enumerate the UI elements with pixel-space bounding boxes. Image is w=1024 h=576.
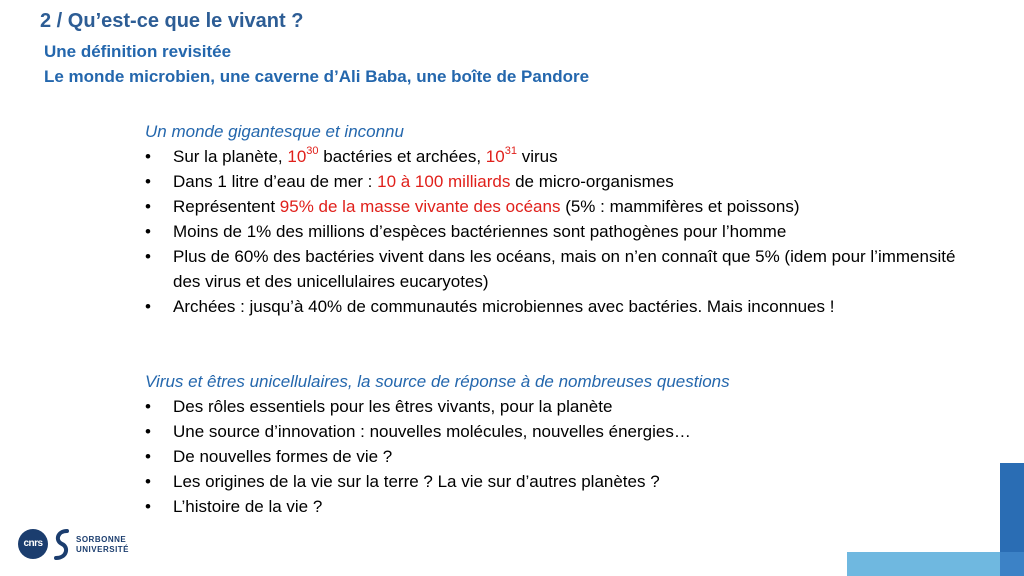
item-text: Plus de 60% des bactéries vivent dans les océans, mais on n’en connaît que 5% (idem pour l’immensité des virus et des unicellulaires eucaryotes) — [173, 247, 956, 291]
item-text: Une source d’innovation : nouvelles molécules, nouvelles énergies… — [173, 422, 691, 441]
highlight-value — [287, 147, 318, 166]
list-item — [145, 419, 985, 444]
cnrs-logo: cnrs — [18, 529, 48, 559]
list-item — [145, 469, 985, 494]
slide-subtitle-definition: Une définition revisitée — [44, 42, 232, 61]
bullet-list — [145, 394, 985, 519]
bullet-icon: • — [145, 147, 151, 166]
item-text: Dans 1 litre d’eau de mer : — [173, 172, 378, 191]
power-exponent: 31 — [504, 145, 517, 158]
power-exponent: 30 — [306, 145, 319, 158]
list-item — [145, 244, 985, 294]
item-text: L’histoire de la vie ? — [173, 497, 323, 516]
list-item — [145, 394, 985, 419]
section-title: Virus et êtres unicellulaires, la source de réponse à de nombreuses questions — [145, 372, 730, 391]
list-item — [145, 194, 985, 219]
item-text: Archées : jusqu’à 40% de communautés microbiennes avec bactéries. Mais inconnues ! — [173, 297, 835, 316]
highlight-value: 95% de la masse vivante des océans — [279, 197, 561, 216]
slide-title: 2 / Qu’est-ce que le vivant ? — [40, 10, 304, 32]
highlight-value — [486, 147, 517, 166]
section-giant-world — [145, 120, 985, 319]
decorative-corner — [1000, 552, 1024, 576]
list-item — [145, 169, 985, 194]
bullet-icon: • — [145, 472, 151, 491]
sorbonne-emblem-icon — [51, 527, 73, 563]
bullet-icon: • — [145, 222, 151, 241]
sorbonne-line: SORBONNE — [76, 535, 127, 544]
sorbonne-logo-text — [76, 535, 129, 555]
item-text: Les origines de la vie sur la terre ? La vie sur d’autres planètes ? — [173, 472, 660, 491]
slide-subtitle-microbial-world: Le monde microbien, une caverne d’Ali Baba, une boîte de Pandore — [44, 67, 590, 86]
bullet-icon: • — [145, 497, 151, 516]
list-item — [145, 219, 985, 244]
universite-line: UNIVERSITÉ — [76, 545, 130, 554]
decorative-band — [847, 552, 1000, 576]
item-text: Des rôles essentiels pour les êtres vivants, pour la planète — [173, 397, 613, 416]
power-base: 10 — [287, 147, 307, 166]
list-item — [145, 144, 985, 169]
list-item — [145, 494, 985, 519]
bullet-icon: • — [145, 422, 151, 441]
list-item — [145, 294, 985, 319]
power-base: 10 — [485, 147, 505, 166]
item-text: Moins de 1% des millions d’espèces bactériennes sont pathogènes pour l’homme — [173, 222, 787, 241]
highlight-value: 10 à 100 milliards — [377, 172, 511, 191]
item-text: virus — [516, 147, 558, 166]
item-text: de micro-organismes — [510, 172, 674, 191]
item-text: Représentent — [173, 197, 280, 216]
bullet-icon: • — [145, 297, 151, 316]
item-text: De nouvelles formes de vie ? — [173, 447, 393, 466]
section-title: Un monde gigantesque et inconnu — [145, 122, 404, 141]
section-unicellular-questions — [145, 370, 985, 519]
list-item — [145, 444, 985, 469]
item-text: Sur la planète, — [173, 147, 288, 166]
bullet-icon: • — [145, 197, 151, 216]
bullet-icon: • — [145, 447, 151, 466]
bullet-icon: • — [145, 172, 151, 191]
item-text: bactéries et archées, — [318, 147, 486, 166]
bullet-list — [145, 144, 985, 319]
item-text: (5% : mammifères et poissons) — [560, 197, 800, 216]
bullet-icon: • — [145, 247, 151, 266]
logo-area — [18, 527, 148, 567]
bullet-icon: • — [145, 397, 151, 416]
